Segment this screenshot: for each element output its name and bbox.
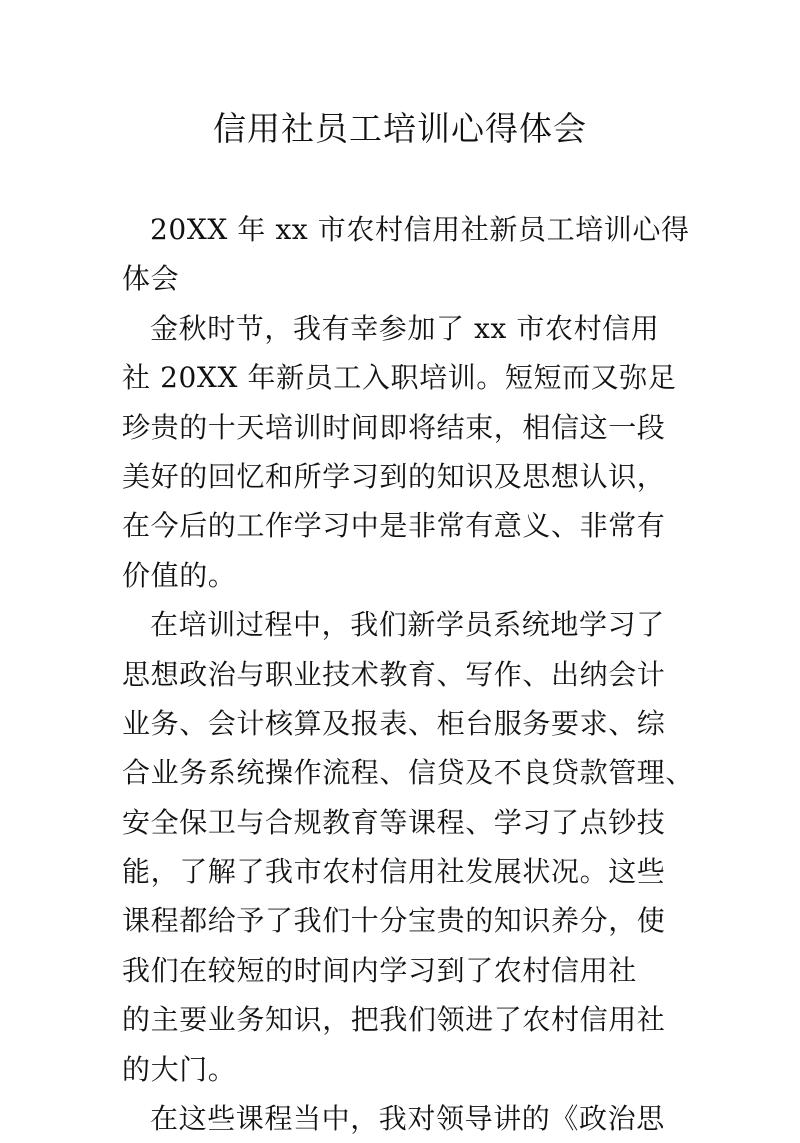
text-line: 在培训过程中，我们新学员系统地学习了 [150, 608, 665, 642]
text-line: 安全保卫与合规教育等课程、学习了点钞技 [122, 805, 666, 839]
text-line: 我们在较短的时间内学习到了农村信用社 [122, 953, 637, 987]
text-line: 的大门。 [122, 1052, 237, 1086]
text-line: 课程都给予了我们十分宝贵的知识养分，使 [122, 904, 666, 938]
text-line: 金秋时节，我有幸参加了 xx 市农村信用 [150, 311, 660, 345]
text-line: 合业务系统操作流程、信贷及不良贷款管理、 [122, 756, 695, 790]
document-body [122, 205, 695, 1143]
text-line: 体会 [122, 262, 180, 296]
text-line: 的主要业务知识，把我们领进了农村信用社 [122, 1003, 666, 1037]
text-line: 珍贵的十天培训时间即将结束，相信这一段 [122, 410, 666, 444]
text-line: 在今后的工作学习中是非常有意义、非常有 [122, 509, 666, 543]
text-line: 在这些课程当中，我对领导讲的《政治思 [150, 1102, 665, 1136]
text-line: 价值的。 [122, 558, 237, 592]
text-line: 业务、会计核算及报表、柜台服务要求、综 [122, 706, 666, 740]
text-line: 能，了解了我市农村信用社发展状况。这些 [122, 855, 666, 889]
text-line: 20XX 年 xx 市农村信用社新员工培训心得 [150, 213, 690, 246]
document-title: 信用社员工培训心得体会 [213, 109, 587, 148]
text-line: 美好的回忆和所学习到的知识及思想认识， [122, 459, 666, 493]
text-line: 社 20XX 年新员工入职培训。短短而又弥足 [122, 361, 677, 395]
text-line: 思想政治与职业技术教育、写作、出纳会计 [122, 657, 666, 691]
